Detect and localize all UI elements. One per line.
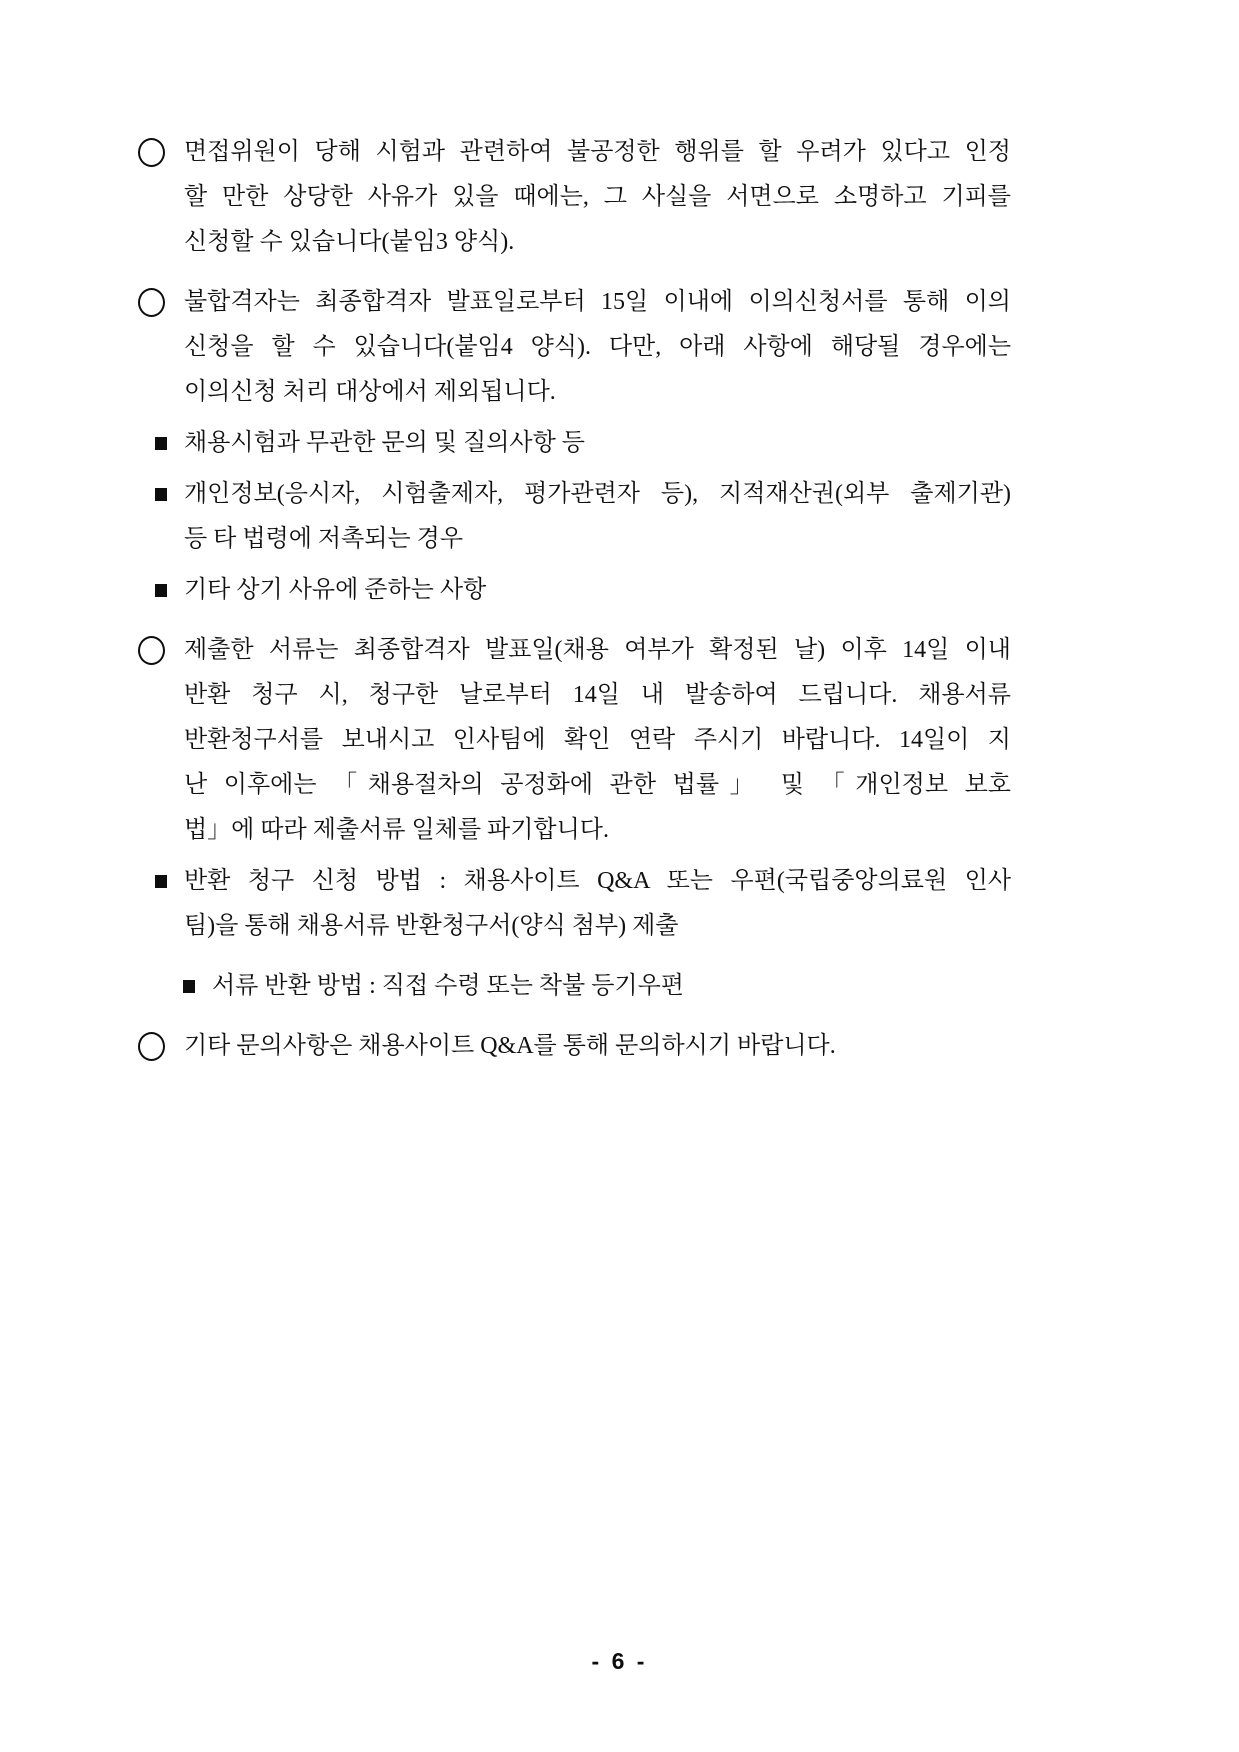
text-line: 채용시험과 무관한 문의 및 질의사항 등 xyxy=(184,430,585,456)
text-line: 제출한 서류는 최종합격자 발표일(채용 여부가 확정된 날) 이후 14일 이내 xyxy=(184,637,1011,663)
square-bullet-icon xyxy=(155,584,167,597)
bullet-content xyxy=(184,1024,1011,1069)
square-bullet-icon xyxy=(183,980,195,993)
text-line: 반환 청구 시, 청구한 날로부터 14일 내 발송하여 드립니다. 채용서류 xyxy=(184,682,1011,708)
sub-bullet-item-unrelated-inquiries xyxy=(155,421,1011,466)
text-line: 서류 반환 방법 : 직접 수령 또는 착불 등기우편 xyxy=(212,973,684,999)
text-line: 반환청구서를 보내시고 인사팀에 확인 연락 주시기 바랍니다. 14일이 지 xyxy=(184,727,1011,753)
sub-bullet-item-return-request-method xyxy=(155,859,1011,949)
marker-box xyxy=(138,130,184,167)
bullet-item-recusal xyxy=(138,130,1011,265)
square-bullet-icon xyxy=(155,875,167,888)
text-line: 신청을 할 수 있습니다(붙임4 양식). 다만, 아래 사항에 해당될 경우에는 xyxy=(184,334,1011,360)
bullet-content xyxy=(184,568,1011,613)
document-body xyxy=(0,130,1239,1069)
bullet-content xyxy=(212,964,1011,1009)
bullet-content xyxy=(184,628,1011,853)
text-line: 법」에 따라 제출서류 일체를 파기합니다. xyxy=(184,817,609,843)
marker-box xyxy=(155,568,184,597)
sub-bullet-item-return-delivery-method xyxy=(183,964,1011,1009)
text-line: 이의신청 처리 대상에서 제외됩니다. xyxy=(184,379,556,405)
text-line: 불합격자는 최종합격자 발표일로부터 15일 이내에 이의신청서를 통해 이의 xyxy=(184,289,1011,315)
bullet-item-objection xyxy=(138,280,1011,415)
text-line: 기타 상기 사유에 준하는 사항 xyxy=(184,577,487,603)
bullet-item-document-return xyxy=(138,628,1011,853)
text-line: 기타 문의사항은 채용사이트 Q&A를 통해 문의하시기 바랍니다. xyxy=(184,1033,836,1059)
bullet-content xyxy=(184,859,1011,949)
marker-box xyxy=(138,628,184,665)
text-line: 개인정보(응시자, 시험출제자, 평가관련자 등), 지적재산권(외부 출제기관) xyxy=(184,481,1011,507)
text-line: 난 이후에는 「채용절차의 공정화에 관한 법률」 및 「개인정보 보호 xyxy=(184,772,1011,798)
bullet-content xyxy=(184,280,1011,415)
page-number: - 6 - xyxy=(591,1648,648,1674)
marker-box xyxy=(155,472,184,501)
circle-bullet-icon xyxy=(138,138,165,167)
marker-box xyxy=(155,859,184,888)
text-line: 할 만한 상당한 사유가 있을 때에는, 그 사실을 서면으로 소명하고 기피를 xyxy=(184,184,1011,210)
sub-bullet-item-personal-info xyxy=(155,472,1011,562)
text-line: 팀)을 통해 채용서류 반환청구서(양식 첨부) 제출 xyxy=(184,913,679,939)
bullet-item-other-inquiries xyxy=(138,1024,1011,1069)
text-line: 면접위원이 당해 시험과 관련하여 불공정한 행위를 할 우려가 있다고 인정 xyxy=(184,139,1011,165)
text-line: 반환 청구 신청 방법 : 채용사이트 Q&A 또는 우편(국립중앙의료원 인사 xyxy=(184,868,1011,894)
bullet-content xyxy=(184,472,1011,562)
text-line: 신청할 수 있습니다(붙임3 양식). xyxy=(184,229,515,255)
circle-bullet-icon xyxy=(138,636,165,665)
sub-bullet-item-other-reasons xyxy=(155,568,1011,613)
circle-bullet-icon xyxy=(138,1032,165,1061)
marker-box xyxy=(155,421,184,450)
text-line: 등 타 법령에 저촉되는 경우 xyxy=(184,526,464,552)
marker-box xyxy=(138,280,184,317)
square-bullet-icon xyxy=(155,437,167,450)
marker-box xyxy=(183,964,212,993)
square-bullet-icon xyxy=(155,488,167,501)
circle-bullet-icon xyxy=(138,288,165,317)
bullet-content xyxy=(184,130,1011,265)
marker-box xyxy=(138,1024,184,1061)
bullet-content xyxy=(184,421,1011,466)
